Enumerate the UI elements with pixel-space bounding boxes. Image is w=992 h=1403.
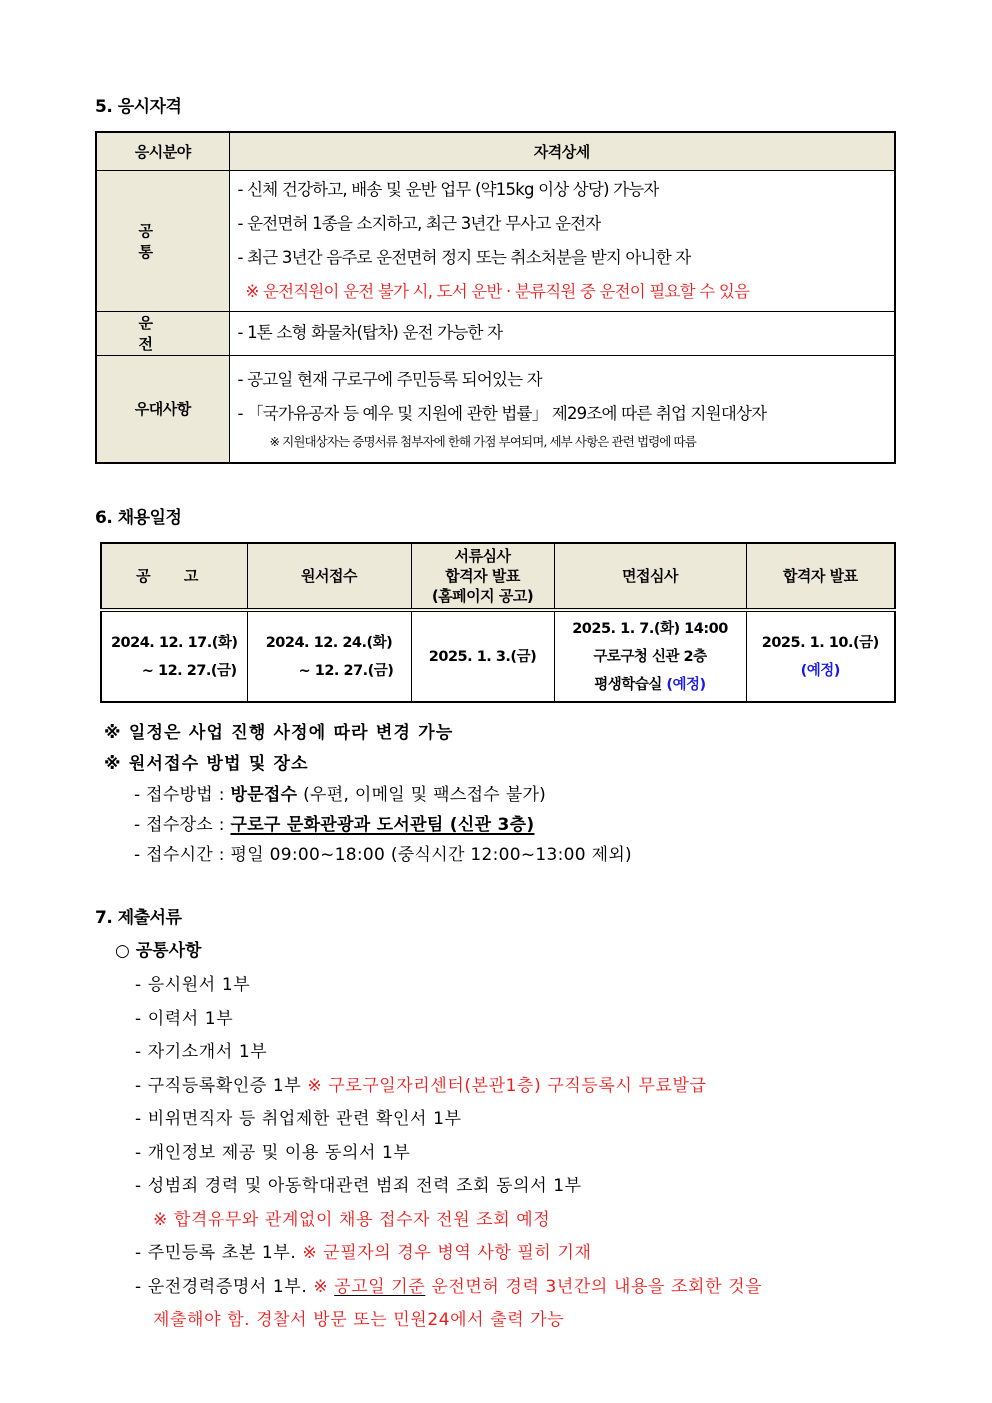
detail-note: ※ 운전직원이 운전 불가 시, 도서 운반 · 분류직원 중 운전이 필요할 수 있음 xyxy=(245,281,750,301)
header-application: 원서접수 xyxy=(247,543,411,610)
header-document-review: 서류심사 합격자 발표 (홈페이지 공고) xyxy=(411,543,554,610)
final-announcement: 2025. 1. 10.(금) (예정) xyxy=(746,610,895,702)
doc-note: ※ 합격유무와 관계없이 채용 접수자 전원 조회 예정 xyxy=(153,1209,551,1230)
document-review-date: 2025. 1. 3.(금) xyxy=(411,610,554,702)
header-field: 응시분야 xyxy=(96,132,229,170)
interview-info: 2025. 1. 7.(화) 14:00 구로구청 신관 2층 평생학습실 (예정) xyxy=(554,610,746,702)
schedule-notes xyxy=(104,718,632,870)
application-hours: - 접수시간 : 평일 09:00~18:00 (중식시간 12:00~13:00 제외) xyxy=(134,845,632,865)
common-items-heading: ○ 공통사항 xyxy=(115,941,202,961)
qualification-row-preference xyxy=(96,355,895,463)
qualification-row-driving xyxy=(96,311,895,355)
doc-item: - 개인정보 제공 및 이용 동의서 1부 xyxy=(135,1142,411,1163)
doc-note: 제출해야 함. 경찰서 방문 또는 민원24에서 출력 가능 xyxy=(153,1310,565,1330)
tentative-label: (예정) xyxy=(666,676,706,693)
category-preference: 우대사항 xyxy=(96,355,229,463)
doc-item: - 성범죄 경력 및 아동학대관련 범죄 전력 조회 동의서 1부 xyxy=(135,1176,582,1196)
doc-item: - 이력서 1부 xyxy=(135,1008,234,1029)
qualification-row-common xyxy=(96,170,895,311)
section-6-title: 6. 채용일정 xyxy=(95,508,182,528)
doc-item: - 구직등록확인증 1부 ※ 구로구일자리센터(본관1층) 구직등록시 무료발급 xyxy=(135,1075,707,1096)
application-location: - 접수장소 : 구로구 문화관광과 도서관팀 (신관 3층) xyxy=(134,815,535,835)
detail-line: - 운전면허 1종을 소지하고, 최근 3년간 무사고 운전자 xyxy=(237,213,601,233)
required-documents xyxy=(95,933,905,1338)
detail-line: - 공고일 현재 구로구에 주민등록 되어있는 자 xyxy=(237,369,542,389)
header-final: 합격자 발표 xyxy=(746,543,895,610)
detail-note: ※ 지원대상자는 증명서류 첨부자에 한해 가점 부여되며, 세부 사항은 관련 법령에 따름 xyxy=(269,433,696,449)
detail-line: - 신체 건강하고, 배송 및 운반 업무 (약15kg 이상 상당) 가능자 xyxy=(237,179,659,199)
detail-line: - 1톤 소형 화물차(탑차) 운전 가능한 자 xyxy=(237,323,503,342)
doc-item: - 비위면직자 등 취업제한 관련 확인서 1부 xyxy=(135,1109,462,1129)
application-method: - 접수방법 : 방문접수 (우편, 이메일 및 팩스접수 불가) xyxy=(134,785,547,805)
application-period: 2024. 12. 24.(화) ~ 12. 27.(금) xyxy=(247,610,411,702)
notice-period: 2024. 12. 17.(화) ~ 12. 27.(금) xyxy=(101,610,247,702)
section-5-title: 5. 응시자격 xyxy=(95,97,182,117)
detail-line: - 최근 3년간 음주로 운전면허 정지 또는 취소처분을 받지 아니한 자 xyxy=(237,247,691,267)
detail-driving xyxy=(229,311,895,355)
header-detail: 자격상세 xyxy=(229,132,895,170)
doc-item: - 응시원서 1부 xyxy=(135,975,251,995)
schedule-change-note: ※ 일정은 사업 진행 사정에 따라 변경 가능 xyxy=(104,723,454,743)
category-driving xyxy=(96,311,229,355)
qualification-header-row xyxy=(96,132,895,170)
schedule-header-row xyxy=(101,543,895,610)
header-notice: 공 고 xyxy=(101,543,247,610)
category-label: 공 통 xyxy=(138,221,187,261)
doc-item: - 자기소개서 1부 xyxy=(135,1042,268,1062)
section-7-title: 7. 제출서류 xyxy=(95,908,182,928)
qualification-table xyxy=(95,131,896,464)
schedule-row xyxy=(101,610,895,702)
category-label: 운 전 xyxy=(138,314,187,353)
header-interview: 면접심사 xyxy=(554,543,746,610)
category-common xyxy=(96,170,229,311)
detail-line: - 「국가유공자 등 예우 및 지원에 관한 법률」 제29조에 따른 취업 지원대상자 xyxy=(237,403,767,423)
detail-common xyxy=(229,170,895,311)
detail-preference xyxy=(229,355,895,463)
schedule-table xyxy=(100,542,896,703)
doc-item: - 운전경력증명서 1부. ※ 공고일 기준 운전면허 경력 3년간의 내용을 조회한 것을 xyxy=(135,1276,763,1297)
application-method-heading: ※ 원서접수 방법 및 장소 xyxy=(104,754,309,774)
tentative-label: (예정) xyxy=(800,662,840,679)
doc-item: - 주민등록 초본 1부. ※ 군필자의 경우 병역 사항 필히 기재 xyxy=(135,1243,592,1263)
